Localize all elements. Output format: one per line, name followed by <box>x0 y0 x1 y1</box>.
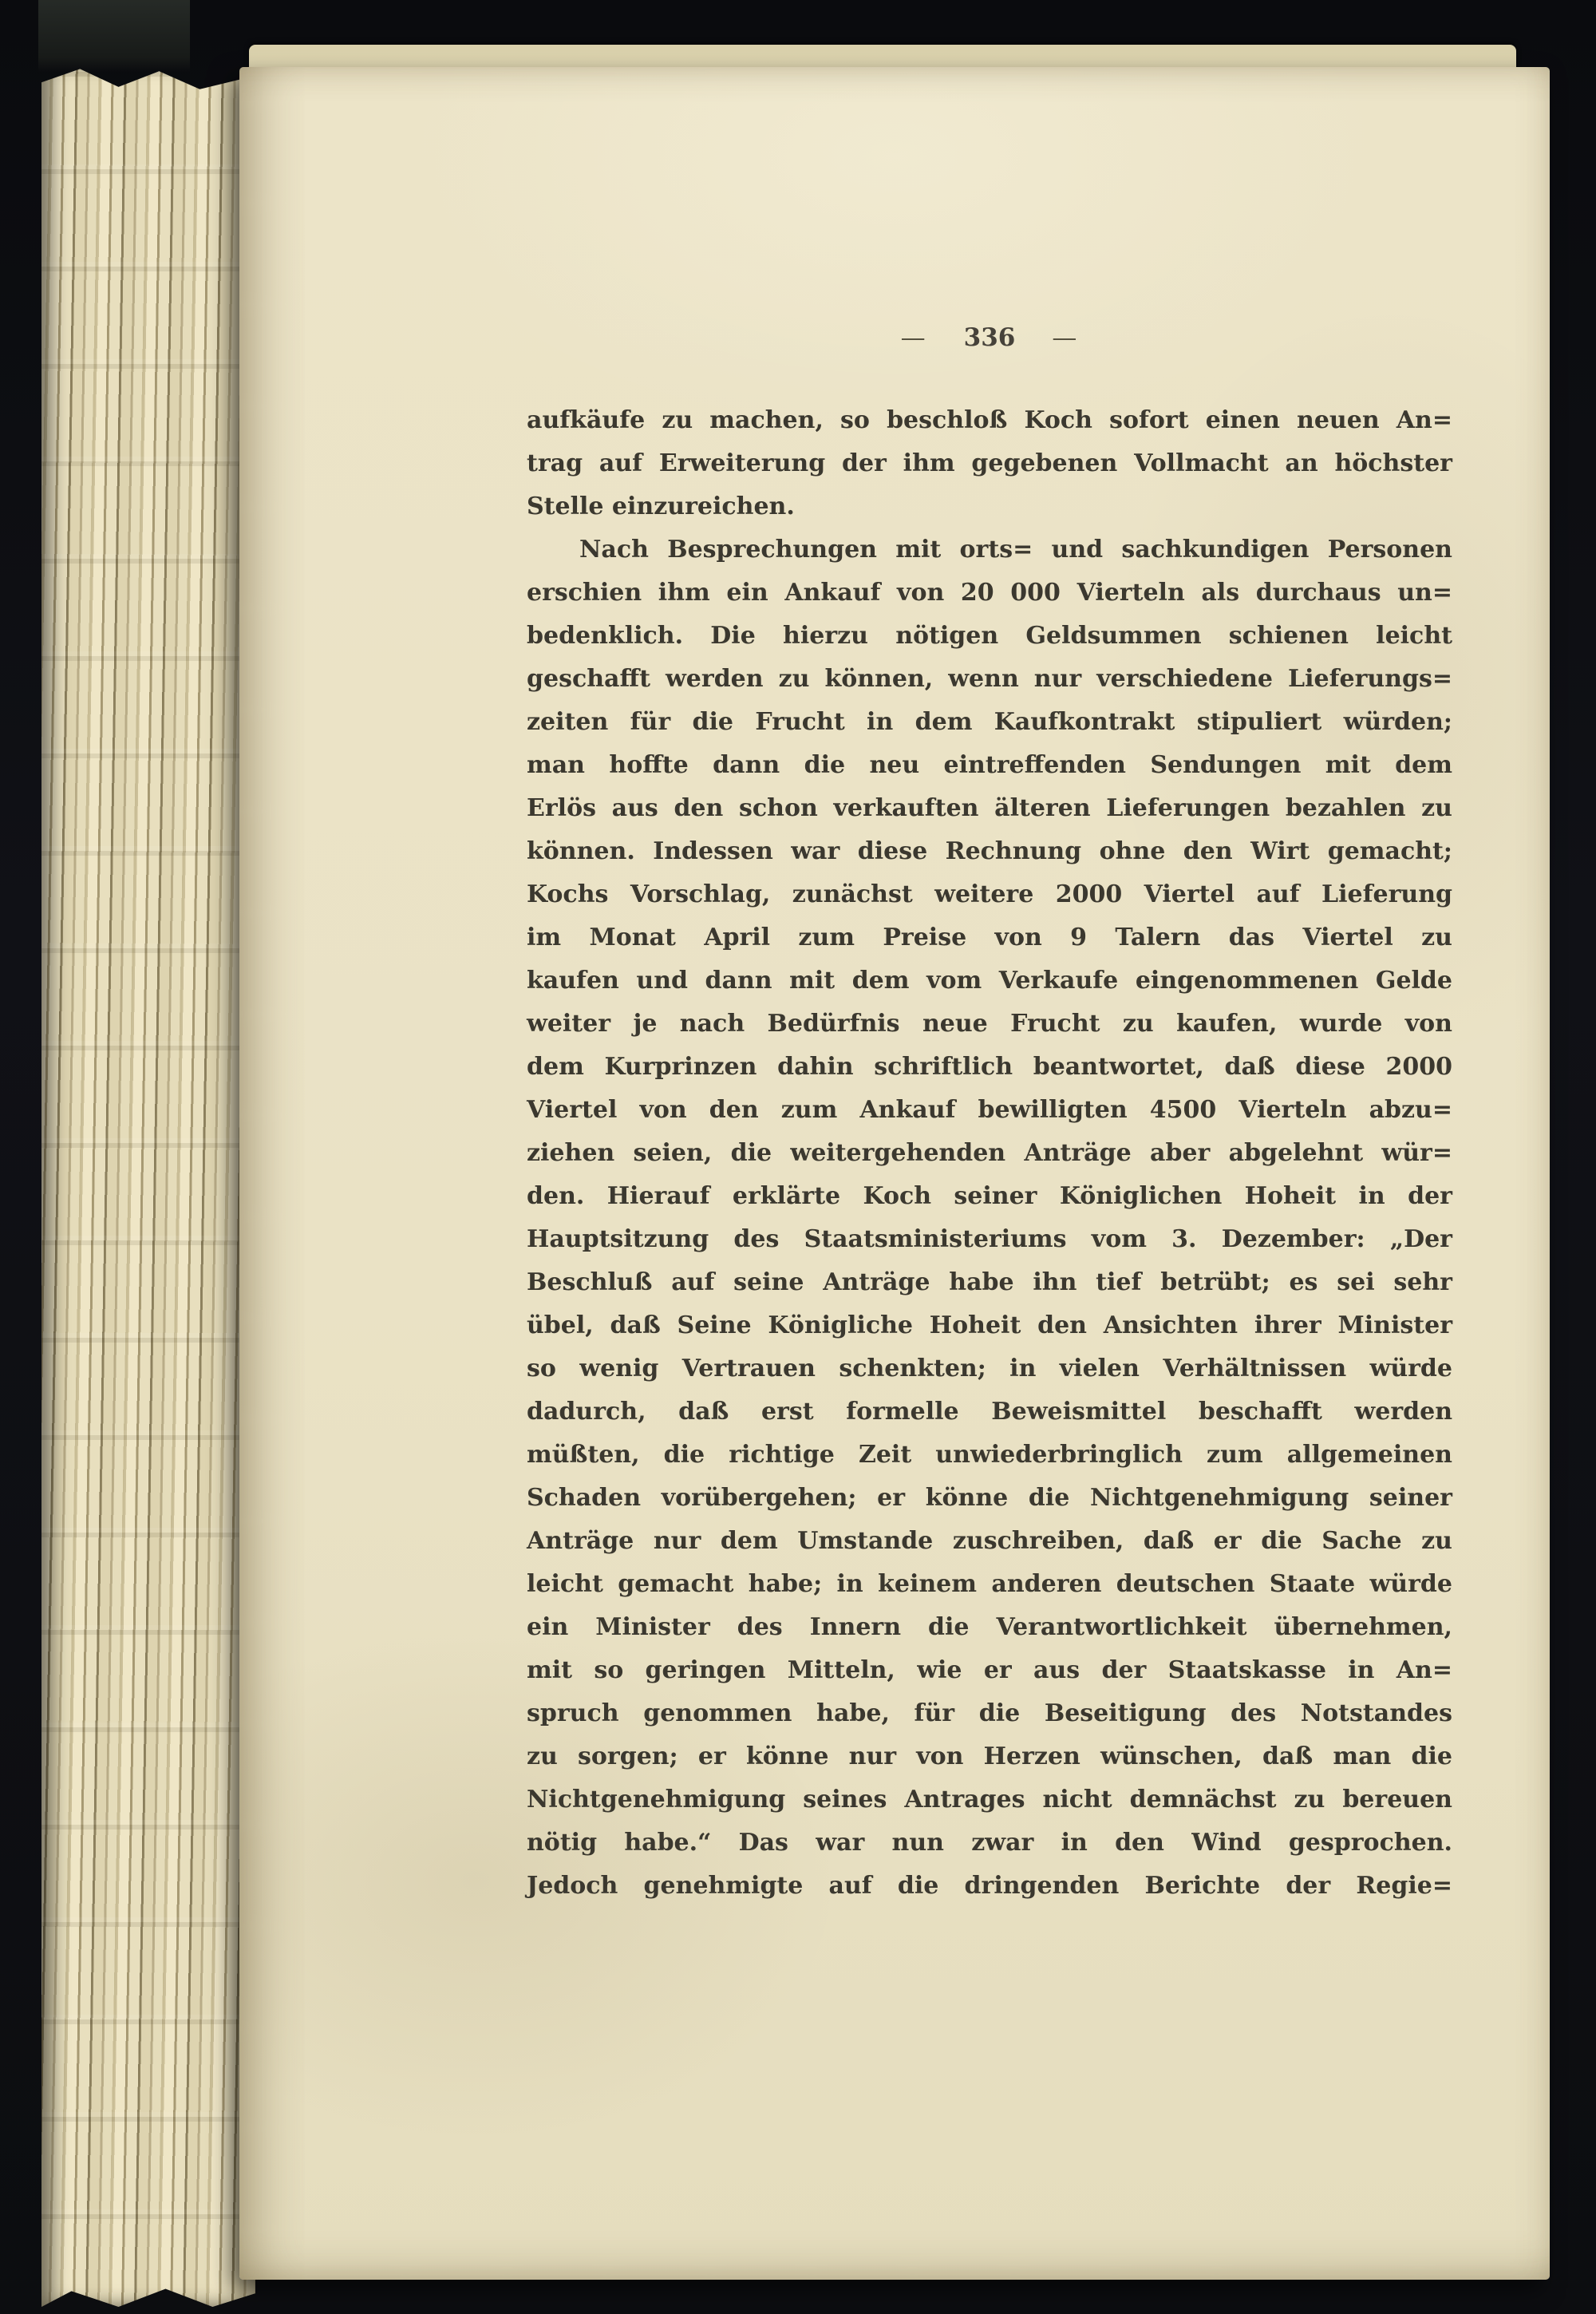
text-line: erschien ihm ein Ankauf von 20 000 Vierteln als durchaus un= <box>527 579 1452 607</box>
page-number-dash-right: — <box>1052 323 1079 352</box>
text-line: übel, daß Seine Königliche Hoheit den Ansichten ihrer Minister <box>527 1311 1452 1339</box>
text-line: so wenig Vertrauen schenkten; in vielen Verhältnissen würde <box>527 1355 1452 1382</box>
text-line: aufkäufe zu machen, so beschloß Koch sofort einen neuen An= <box>527 406 1452 434</box>
text-line: Anträge nur dem Umstande zuschreiben, daß er die Sache zu <box>527 1527 1452 1555</box>
text-line: spruch genommen habe, für die Beseitigung des Notstandes <box>527 1699 1452 1727</box>
text-line: dadurch, daß erst formelle Beweismittel beschafft werden <box>527 1398 1452 1426</box>
text-line: Kochs Vorschlag, zunächst weitere 2000 Viertel auf Lieferung <box>527 880 1452 908</box>
text-line: Stelle einzureichen. <box>527 492 795 520</box>
text-line: Hauptsitzung des Staatsministeriums vom 3. Dezember: „Der <box>527 1225 1452 1253</box>
text-area <box>527 316 1452 1908</box>
text-line: können. Indessen war diese Rechnung ohne den Wirt gemacht; <box>527 837 1452 865</box>
page-header <box>527 316 1452 359</box>
text-line: bedenklich. Die hierzu nötigen Geldsummen schienen leicht <box>527 622 1452 650</box>
text-line: dem Kurprinzen dahin schriftlich beantwortet, daß diese 2000 <box>527 1053 1452 1081</box>
text-line: zu sorgen; er könne nur von Herzen wünschen, daß man die <box>527 1742 1452 1770</box>
text-line: im Monat April zum Preise von 9 Talern das Viertel zu <box>527 924 1452 951</box>
text-line: ziehen seien, die weitergehenden Anträge aber abgelehnt wür= <box>527 1139 1452 1167</box>
text-line: den. Hierauf erklärte Koch seiner Königlichen Hoheit in der <box>527 1182 1452 1210</box>
text-line: Beschluß auf seine Anträge habe ihn tief betrübt; es sei sehr <box>527 1268 1452 1296</box>
text-line: mit so geringen Mitteln, wie er aus der Staatskasse in An= <box>527 1656 1452 1684</box>
text-line: weiter je nach Bedürfnis neue Frucht zu kaufen, wurde von <box>527 1010 1452 1038</box>
text-line: Nichtgenehmigung seines Antrages nicht demnächst zu bereuen <box>527 1786 1452 1814</box>
text-line: man hoffte dann die neu eintreffenden Sendungen mit dem <box>527 751 1452 779</box>
text-line: müßten, die richtige Zeit unwiederbringlich zum allgemeinen <box>527 1441 1452 1469</box>
body-text <box>527 399 1452 1908</box>
text-line: nötig habe.“ Das war nun zwar in den Wind gesprochen. <box>527 1829 1452 1857</box>
text-line: Viertel von den zum Ankauf bewilligten 4500 Vierteln abzu= <box>527 1096 1452 1124</box>
book-page <box>239 67 1550 2280</box>
text-line: leicht gemacht habe; in keinem anderen deutschen Staate würde <box>527 1570 1452 1598</box>
page-edges-stack <box>41 62 255 2307</box>
text-line: ein Minister des Innern die Verantwortlichkeit übernehmen, <box>527 1613 1452 1641</box>
text-line: geschafft werden zu können, wenn nur verschiedene Lieferungs= <box>527 665 1452 693</box>
text-line: trag auf Erweiterung der ihm gegebenen Vollmacht an höchster <box>527 449 1452 477</box>
text-line: Schaden vorübergehen; er könne die Nichtgenehmigung seiner <box>527 1484 1452 1512</box>
text-line: Jedoch genehmigte auf die dringenden Berichte der Regie= <box>527 1872 1452 1900</box>
page-number-dash-left: — <box>900 323 927 352</box>
text-line: Nach Besprechungen mit orts= und sachkundigen Personen <box>579 536 1452 564</box>
text-line: kaufen und dann mit dem vom Verkaufe eingenommenen Gelde <box>527 967 1452 995</box>
page-number: 336 <box>963 323 1016 352</box>
text-line: Erlös aus den schon verkauften älteren Lieferungen bezahlen zu <box>527 794 1452 822</box>
text-line: zeiten für die Frucht in dem Kaufkontrakt stipuliert würden; <box>527 708 1452 736</box>
book-corner-shadow <box>38 0 190 72</box>
